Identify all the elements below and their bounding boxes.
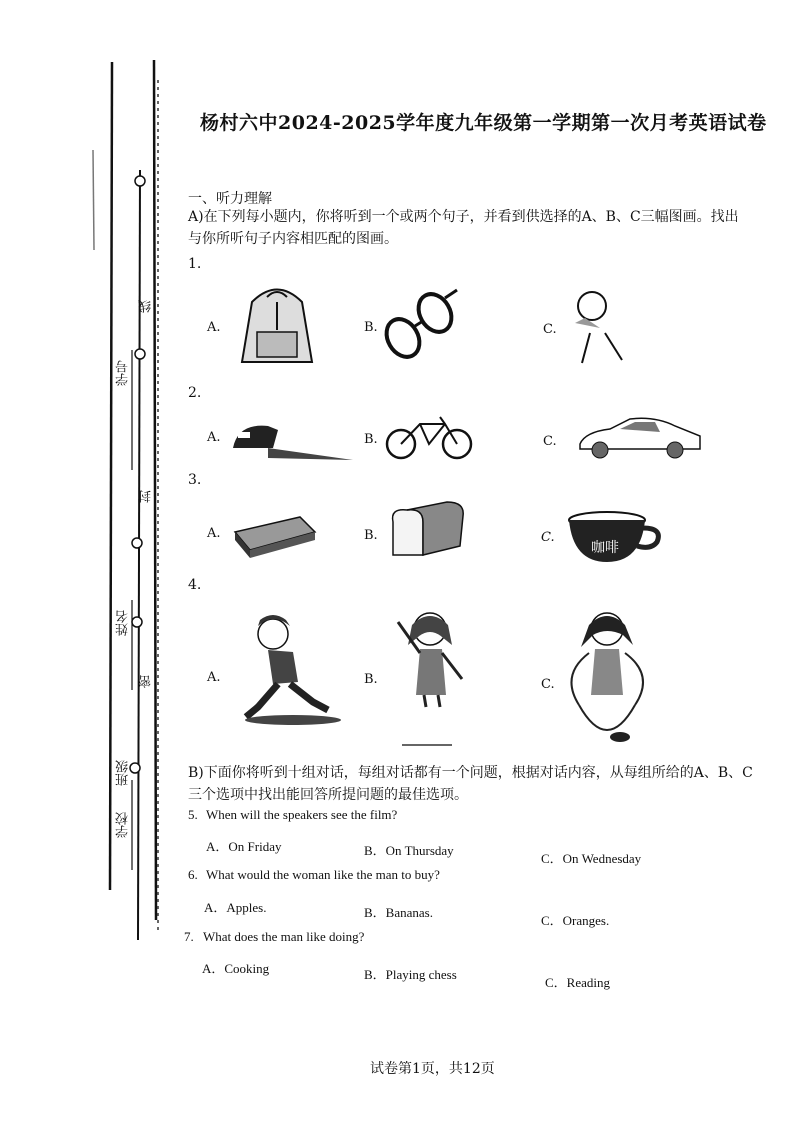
- page-title: 杨村六中2024-2025学年度九年级第一学期第一次月考英语试卷: [200, 112, 767, 134]
- answer-choice[interactable]: B．Bananas.: [364, 905, 433, 920]
- part-a-instructions-2: 与你所听句子内容相匹配的图画。: [188, 231, 398, 247]
- question-number: 5.: [188, 807, 198, 822]
- question-number: 1.: [188, 256, 202, 272]
- answer-choice[interactable]: A．On Friday: [206, 839, 282, 854]
- sandwich-icon: [230, 512, 320, 562]
- coffee-cup-text: 咖啡: [591, 540, 619, 556]
- option-letter: A.: [207, 320, 221, 335]
- option-letter: B.: [364, 432, 378, 447]
- answer-choice[interactable]: C．Reading: [545, 975, 610, 990]
- option-letter: B.: [364, 528, 378, 543]
- bread-icon: [385, 500, 470, 560]
- section-heading: 一、听力理解: [188, 191, 272, 207]
- part-a-instructions-1: A)在下列每小题内，你将听到一个或两个句子，并看到供选择的A、B、C三幅图画。找出: [188, 209, 739, 225]
- question-number: 7.: [184, 929, 194, 944]
- glasses-icon: [385, 288, 465, 368]
- ping-pong-paddle-icon: [570, 288, 640, 368]
- car-icon: [575, 414, 705, 464]
- answer-choice[interactable]: A．Apples.: [204, 900, 267, 915]
- answer-choice[interactable]: A．Cooking: [202, 961, 270, 976]
- part-b-instructions-1: B)下面你将听到十组对话，每组对话都有一个问题，根据对话内容，从每组所给的A、B、C: [188, 765, 753, 781]
- binding-label-name: 姓名: [116, 610, 131, 636]
- girl-running-icon: [238, 612, 348, 727]
- girl-skipping-rope-icon: [565, 605, 650, 750]
- option-letter: A.: [207, 526, 221, 541]
- binding-label-secret: 密: [139, 675, 154, 688]
- option-letter: B.: [364, 672, 378, 687]
- part-b-instructions-2: 三个选项中找出能回答所提问题的最佳选项。: [188, 787, 468, 803]
- binding-label-line: 线: [139, 300, 154, 313]
- question-number: 4.: [188, 577, 202, 593]
- option-letter: C.: [543, 322, 557, 337]
- answer-choice[interactable]: B．Playing chess: [364, 967, 457, 982]
- answer-choice[interactable]: B．On Thursday: [364, 843, 454, 858]
- question-number: 2.: [188, 385, 202, 401]
- option-letter: A.: [207, 430, 221, 445]
- option-letter: C.: [541, 677, 555, 692]
- option-letter: C.: [541, 530, 555, 545]
- binding-label-school: 学校: [116, 812, 131, 838]
- backpack-icon: [232, 282, 322, 372]
- bicycle-icon: [385, 412, 475, 462]
- binding-label-class: 班级: [116, 760, 131, 786]
- question-number: 6.: [188, 867, 198, 882]
- question-number: 3.: [188, 472, 202, 488]
- question-text: When will the speakers see the film?: [206, 807, 398, 822]
- high-speed-train-icon: [228, 418, 358, 463]
- option-letter: A.: [207, 670, 221, 685]
- girl-jumping-icon: [392, 607, 472, 747]
- answer-choice[interactable]: C．Oranges.: [541, 913, 610, 928]
- option-letter: C.: [543, 434, 557, 449]
- binding-label-seal: 封: [139, 490, 154, 503]
- answer-choice[interactable]: C．On Wednesday: [541, 851, 642, 866]
- page-footer: 试卷第1页，共12页: [370, 1061, 495, 1077]
- question-text: What does the man like doing?: [203, 929, 365, 944]
- question-text: What would the woman like the man to buy?: [206, 867, 440, 882]
- option-letter: B.: [364, 320, 378, 335]
- binding-label-student-id: 学号: [116, 360, 131, 386]
